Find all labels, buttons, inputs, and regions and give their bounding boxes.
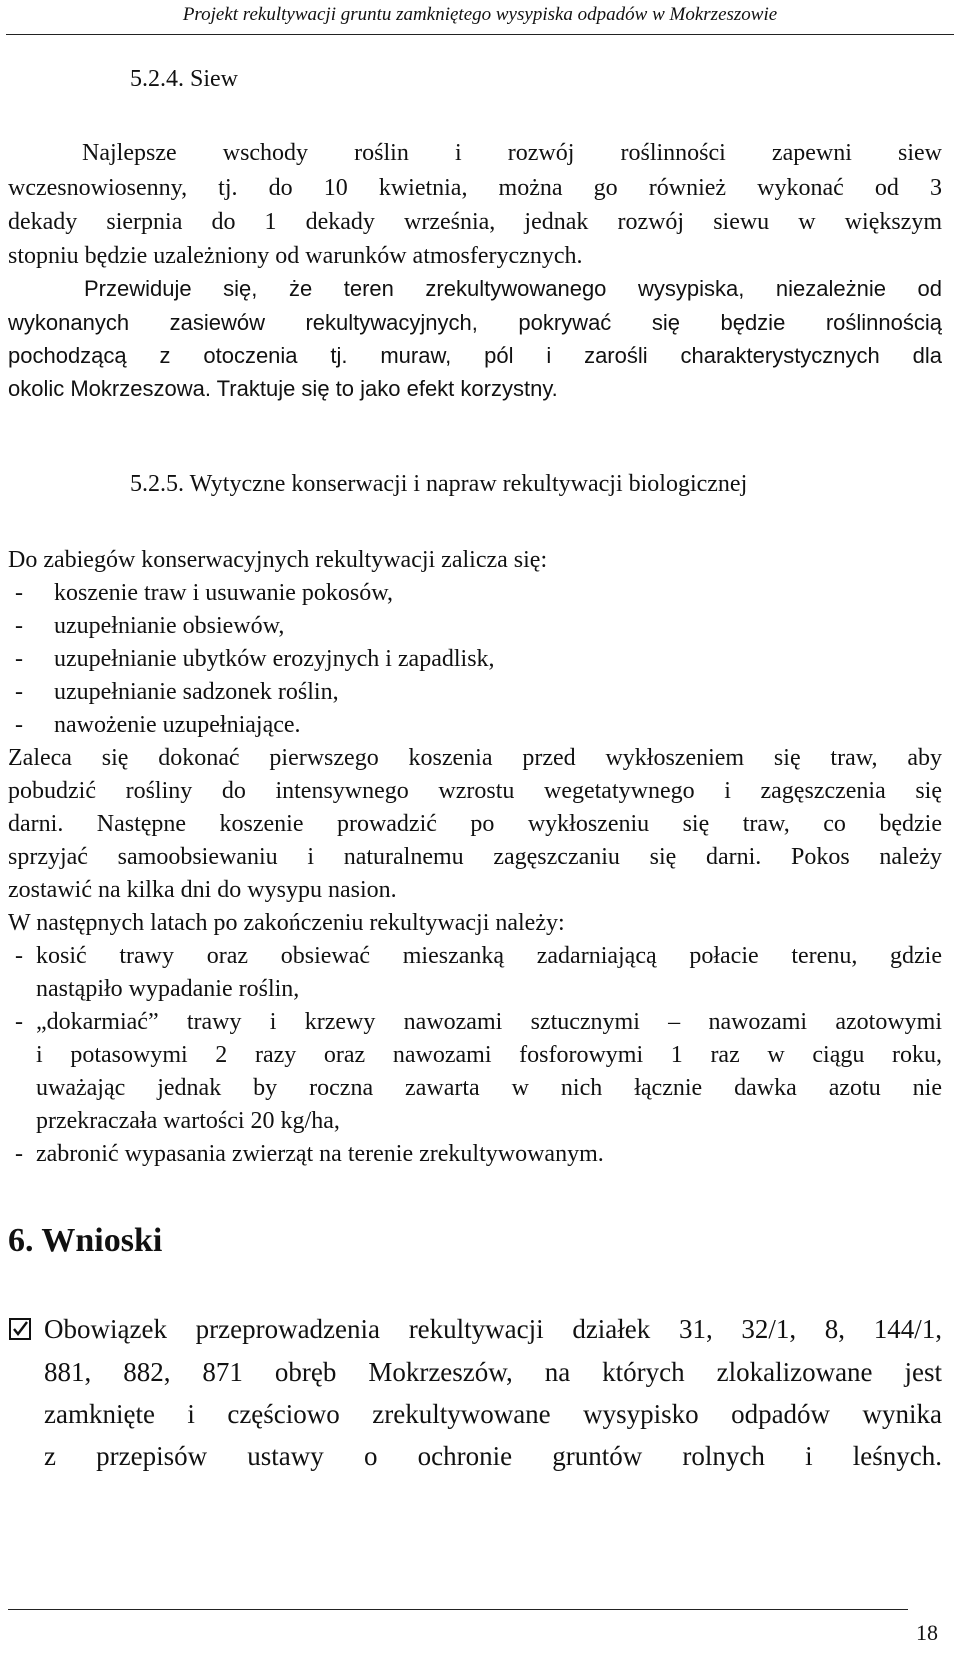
page-number: 18 [916, 1620, 938, 1645]
list-item: uzupełnianie obsiewów, [54, 613, 285, 639]
text-line: zostawić na kilka dni do wysypu nasion. [8, 877, 397, 903]
text-line: dekady sierpnia do 1 dekady września, jednak rozwój siewu w większym [8, 209, 942, 235]
text-line: zamknięte i częściowo zrekultywowane wysypisko odpadów wynika [44, 1399, 942, 1429]
list-item: uzupełnianie sadzonek roślin, [54, 679, 339, 705]
list-dash: - [15, 646, 23, 672]
header-divider [6, 34, 954, 35]
list-item-line: „dokarmiać” trawy i krzewy nawozami sztucznymi – nawozami azotowymi [36, 1009, 942, 1035]
text-line: z przepisów ustawy o ochronie gruntów rolnych i leśnych. [44, 1441, 942, 1471]
list-dash: - [15, 613, 23, 639]
footer-divider [8, 1609, 908, 1610]
text-line: wczesnowiosenny, tj. do 10 kwietnia, można go również wykonać od 3 [8, 175, 942, 201]
section-heading-6: 6. Wnioski [8, 1222, 163, 1259]
section-heading-525: 5.2.5. Wytyczne konserwacji i napraw rekultywacji biologicznej [130, 471, 748, 497]
list-dash: - [15, 712, 23, 738]
list-item: nawożenie uzupełniające. [54, 712, 301, 738]
list-item-line: uważając jednak by roczna zawarta w nich łącznie dawka azotu nie [36, 1075, 942, 1101]
section-heading-524: 5.2.4. Siew [130, 66, 238, 92]
list-dash: - [15, 1141, 23, 1167]
text-line: 881, 882, 871 obręb Mokrzeszów, na których zlokalizowane jest [44, 1357, 942, 1387]
intro-line: Do zabiegów konserwacyjnych rekultywacji zalicza się: [8, 547, 548, 573]
later-years-intro: W następnych latach po zakończeniu rekultywacji należy: [8, 910, 565, 936]
text-line: pobudzić rośliny do intensywnego wzrostu wegetatywnego i zagęszczenia się [8, 778, 942, 804]
text-line: Przewiduje się, że teren zrekultywowanego wysypiska, niezależnie od [84, 276, 942, 301]
list-item-line: kosić trawy oraz obsiewać mieszanką zadarniającą połacie terenu, gdzie [36, 943, 942, 969]
text-line: Zaleca się dokonać pierwszego koszenia przed wykłoszeniem się traw, aby [8, 745, 942, 771]
list-item-line: przekraczała wartości 20 kg/ha, [36, 1108, 340, 1134]
list-item-line: i potasowymi 2 razy oraz nawozami fosforowymi 1 raz w ciągu roku, [36, 1042, 942, 1068]
text-line: sprzyjać samoobsiewaniu i naturalnemu zagęszczaniu się darni. Pokos należy [8, 844, 942, 870]
list-dash: - [15, 679, 23, 705]
text-line: pochodzącą z otoczenia tj. muraw, pól i zarośli charakterystycznych dla [8, 343, 942, 368]
header-title: Projekt rekultywacji gruntu zamkniętego wysypiska odpadów w Mokrzeszowie [182, 4, 778, 25]
list-dash: - [15, 943, 23, 969]
text-line: stopniu będzie uzależniony od warunków atmosferycznych. [8, 243, 583, 269]
checkbox-checked-icon [9, 1318, 31, 1340]
text-line: Najlepsze wschody roślin i rozwój roślinności zapewni siew [82, 140, 942, 166]
text-line: darni. Następne koszenie prowadzić po wykłoszeniu się traw, co będzie [8, 811, 942, 837]
text-line: Obowiązek przeprowadzenia rekultywacji działek 31, 32/1, 8, 144/1, [44, 1314, 942, 1344]
text-line: okolic Mokrzeszowa. Traktuje się to jako efekt korzystny. [8, 376, 558, 401]
list-item: uzupełnianie ubytków erozyjnych i zapadlisk, [54, 646, 495, 672]
list-dash: - [15, 1009, 23, 1035]
list-item-line: zabronić wypasania zwierząt na terenie zrekultywowanym. [36, 1141, 604, 1167]
list-item-line: nastąpiło wypadanie roślin, [36, 976, 300, 1002]
text-line: wykonanych zasiewów rekultywacyjnych, pokrywać się będzie roślinnością [8, 310, 942, 335]
list-dash: - [15, 580, 23, 606]
list-item: koszenie traw i usuwanie pokosów, [54, 580, 394, 606]
